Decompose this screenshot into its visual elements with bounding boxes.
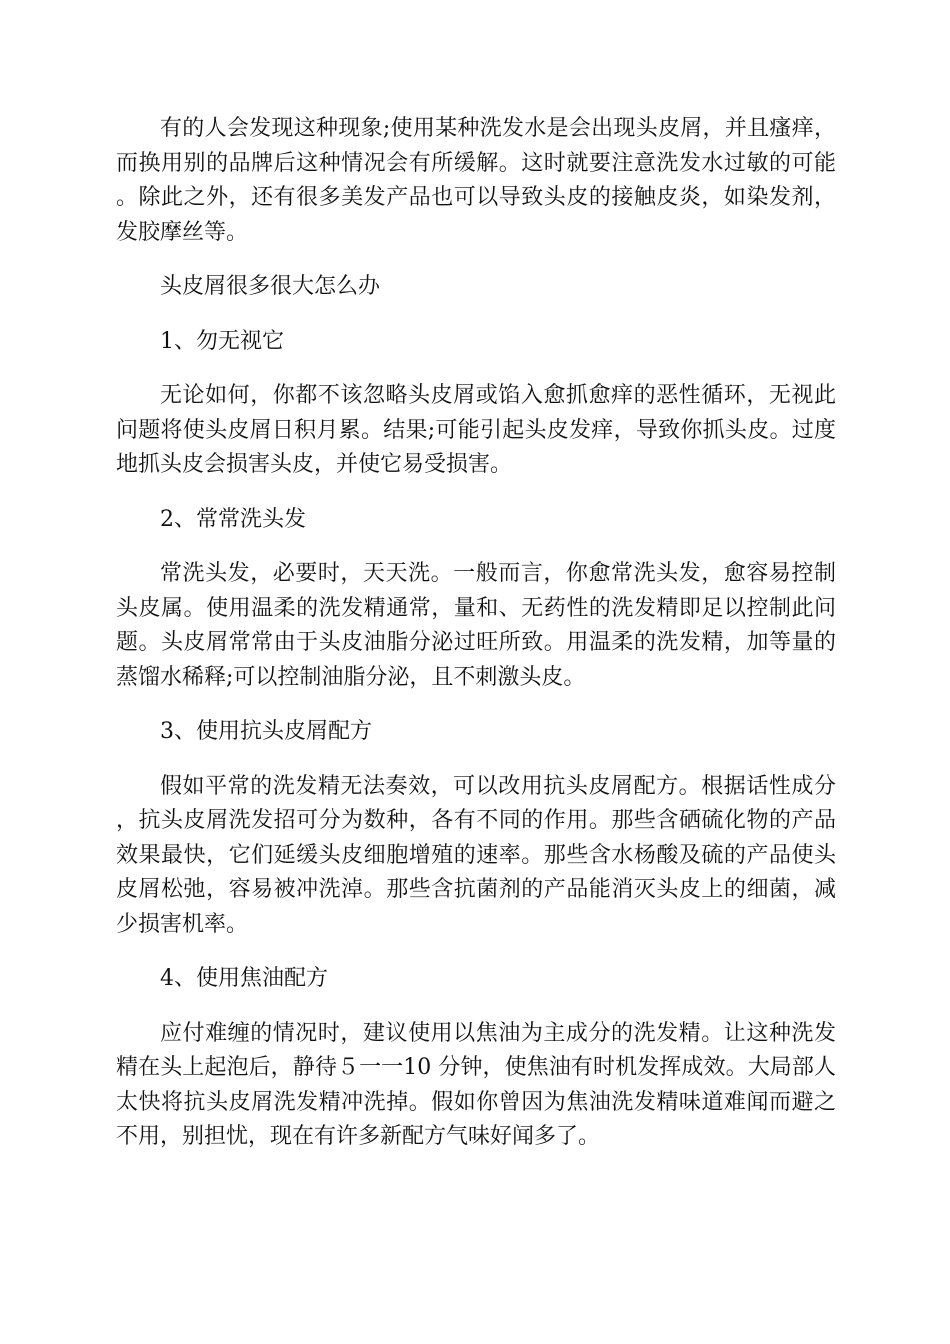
section-heading-dandruff: 头皮屑很多很大怎么办: [160, 274, 381, 299]
paragraph-2: 常洗头发，必要时，天天洗。一般而言，你愈常洗头发，愈容易控制头皮属。使用温柔的洗发精通常，量和、无药性的洗发精即足以控制此问题。头皮屑常常由于头皮油脂分泌过旺所致。用温柔的洗发精，加等量的蒸馏水稀释;可以控制油脂分泌，且不刺激头皮。: [116, 561, 836, 690]
subheading-4: 4、使用焦油配方: [160, 966, 328, 991]
paragraph-3: 假如平常的洗发精无法奏效，可以改用抗头皮屑配方。根据话性成分，抗头皮屑洗发招可分为数种，各有不同的作用。那些含硒硫化物的产品效果最快，它们延缓头皮细胞增殖的速率。那些含水杨酸及硫的产品使头皮屑松弛，容易被冲洗淖。那些含抗菌剂的产品能消灭头皮上的细菌，减少损害机率。: [116, 773, 836, 937]
subheading-3: 3、使用抗头皮屑配方: [160, 719, 372, 744]
document-page: [116, 112, 836, 1175]
subheading-2: 2、常常洗头发: [160, 506, 306, 532]
subheading-1: 1、勿无视它: [160, 328, 284, 354]
paragraph-intro: 有的人会发现这种现象;使用某种洗发水是会出现头皮屑，并且瘙痒，而换用别的品牌后这种情况会有所缓解。这时就要注意洗发水过敏的可能。除此之外，还有很多美发产品也可以导致头皮的接触皮炎，如染发剂，发胶摩丝等。: [116, 116, 836, 245]
paragraph-1: 无论如何，你都不该忽略头皮屑或馅入愈抓愈痒的恶性循环，无视此问题将使头皮屑日积月累。结果;可能引起头皮发痒，导致你抓头皮。过度地抓头皮会损害头皮，并使它易受损害。: [116, 383, 836, 477]
paragraph-4: 应付难缠的情况时，建议使用以焦油为主成分的洗发精。让这种洗发精在头上起泡后，静待５一一10 分钟，使焦油有时机发挥成效。大局部人太快将抗头皮屑洗发精冲洗掉。假如你曾因为焦油洗发精味道难闻而避之不用，别担忧，现在有许多新配方气味好闻多了。: [116, 1020, 836, 1149]
